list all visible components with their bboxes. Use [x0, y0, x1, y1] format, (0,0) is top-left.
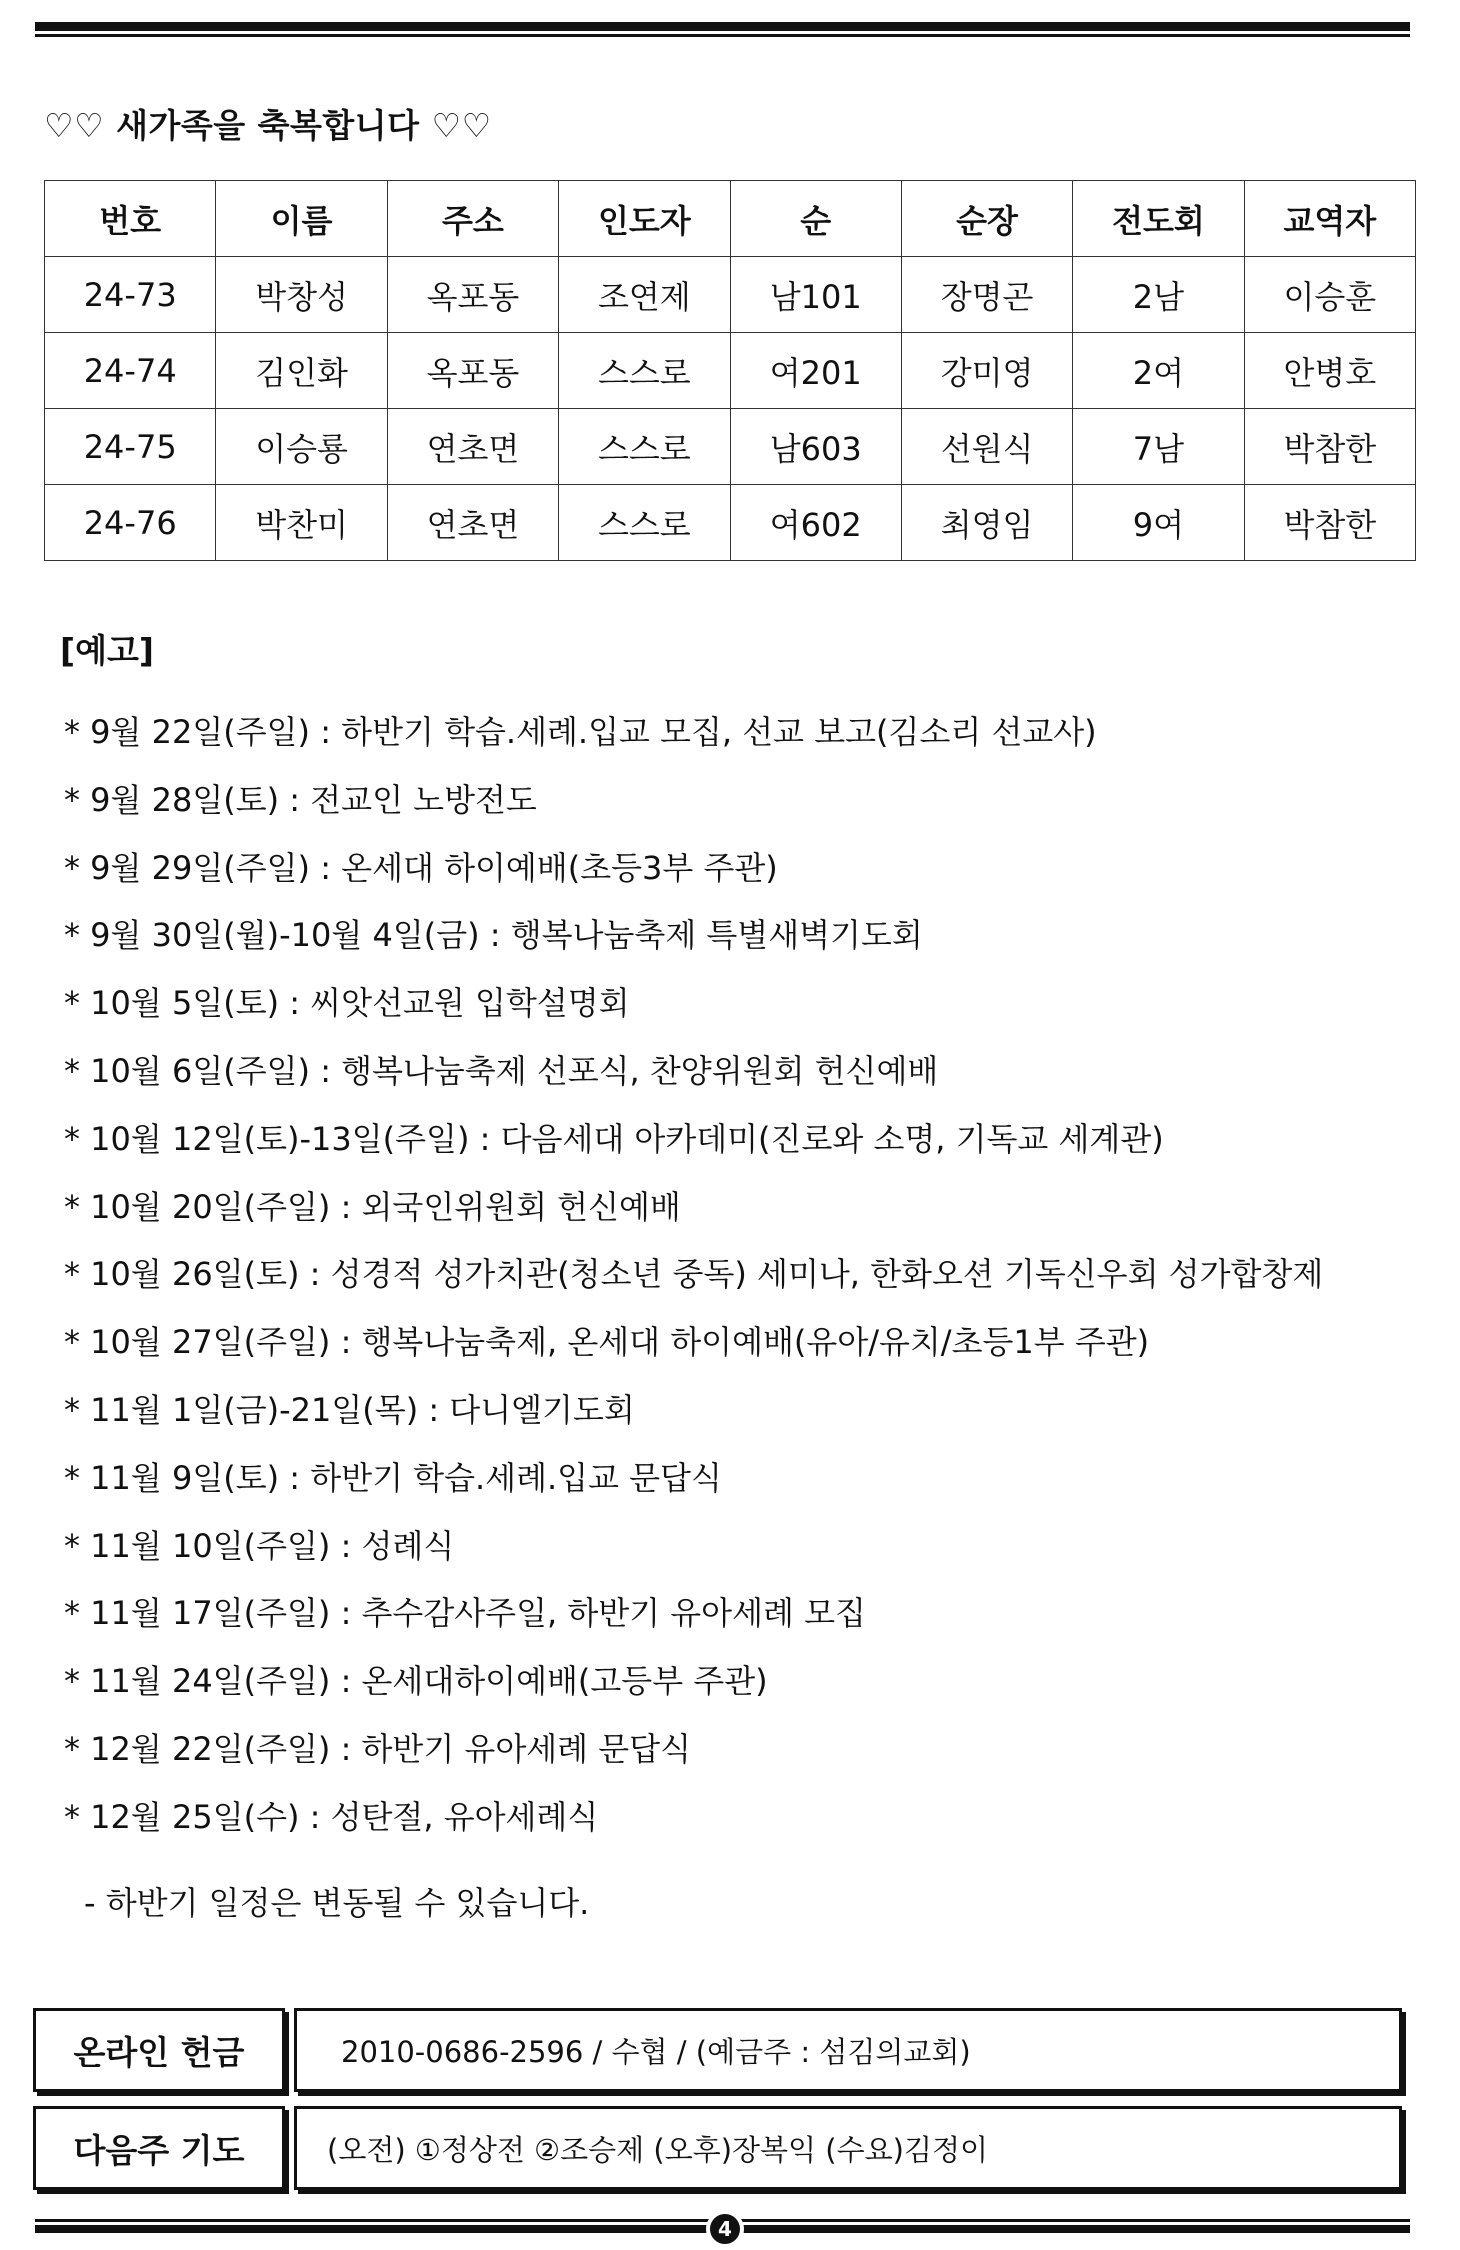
table-cell: 24-76: [45, 485, 216, 561]
table-cell: 박창성: [216, 257, 387, 333]
online-offering-account: 2010-0686-2596 / 수협 / (예금주 : 섬김의교회): [294, 2008, 1402, 2092]
header-group-leader: 순장: [901, 181, 1072, 257]
table-cell: 2여: [1073, 333, 1244, 409]
table-cell: 24-73: [45, 257, 216, 333]
list-item: * 11월 9일(토) : 하반기 학습.세례.입교 문답식: [64, 1458, 722, 1497]
table-cell: 강미영: [901, 333, 1072, 409]
table-cell: 9여: [1073, 485, 1244, 561]
list-item: * 10월 27일(주일) : 행복나눔축제, 온세대 하이예배(유아/유치/초등1부 주관): [64, 1323, 1150, 1362]
table-cell: 7남: [1073, 409, 1244, 485]
table-cell: 옥포동: [387, 257, 558, 333]
table-cell: 장명곤: [901, 257, 1072, 333]
list-item: * 11월 10일(주일) : 성례식: [64, 1526, 455, 1565]
top-rule-thin: [35, 34, 1410, 37]
table-cell: 이승룡: [216, 409, 387, 485]
table-cell: 선원식: [901, 409, 1072, 485]
list-item: * 10월 20일(주일) : 외국인위원회 헌신예배: [64, 1187, 681, 1226]
online-offering-label: 온라인 헌금: [33, 2008, 285, 2092]
list-item: * 12월 25일(수) : 성탄절, 유아세례식: [64, 1797, 599, 1836]
list-item: * 10월 5일(토) : 씨앗선교원 입학설명회: [64, 984, 630, 1023]
table-cell: 24-74: [45, 333, 216, 409]
list-item: * 12월 22일(주일) : 하반기 유아세례 문답식: [64, 1729, 691, 1768]
new-family-title: ♡♡ 새가족을 축복합니다 ♡♡: [44, 106, 492, 145]
table-cell: 남603: [730, 409, 901, 485]
top-rule-thick: [35, 22, 1410, 31]
table-cell: 김인화: [216, 333, 387, 409]
list-item: * 10월 6일(주일) : 행복나눔축제 선포식, 찬양위원회 헌신예배: [64, 1051, 939, 1090]
header-group: 순: [730, 181, 901, 257]
list-item: * 10월 12일(토)-13일(주일) : 다음세대 아카데미(진로와 소명, 기독교 세계관): [64, 1119, 1164, 1158]
table-header-row: [45, 181, 1416, 257]
notice-title: [예고]: [60, 631, 154, 670]
list-item: * 9월 30일(월)-10월 4일(금) : 행복나눔축제 특별새벽기도회: [64, 916, 923, 955]
header-name: 이름: [216, 181, 387, 257]
table-cell: 스스로: [559, 409, 730, 485]
list-item: * 11월 17일(주일) : 추수감사주일, 하반기 유아세례 모집: [64, 1594, 866, 1633]
table-cell: 박참한: [1244, 485, 1415, 561]
list-item: * 9월 29일(주일) : 온세대 하이예배(초등3부 주관): [64, 848, 778, 887]
header-address: 주소: [387, 181, 558, 257]
list-item: * 9월 22일(주일) : 하반기 학습.세례.입교 모집, 선교 보고(김소리 선교사): [64, 713, 1097, 751]
page-number: 4: [706, 2210, 744, 2248]
table-cell: 여602: [730, 485, 901, 561]
schedule-change-note: - 하반기 일정은 변동될 수 있습니다.: [84, 1884, 590, 1922]
next-week-prayer-label: 다음주 기도: [33, 2106, 285, 2190]
table-cell: 여201: [730, 333, 901, 409]
table-cell: 스스로: [559, 485, 730, 561]
table-row: [45, 409, 1416, 485]
table-cell: 옥포동: [387, 333, 558, 409]
table-cell: 이승훈: [1244, 257, 1415, 333]
table-row: [45, 333, 1416, 409]
table-cell: 최영임: [901, 485, 1072, 561]
table-row: [45, 485, 1416, 561]
list-item: * 10월 26일(토) : 성경적 성가치관(청소년 중독) 세미나, 한화오션 기독신우회 성가합창제: [64, 1255, 1324, 1294]
notice-list: [64, 703, 1323, 1856]
table-cell: 연초면: [387, 409, 558, 485]
list-item: * 9월 28일(토) : 전교인 노방전도: [64, 780, 537, 819]
table-cell: 박참한: [1244, 409, 1415, 485]
header-mission-society: 전도회: [1073, 181, 1244, 257]
next-week-prayer-names: (오전) ①정상전 ②조승제 (오후)장복익 (수요)김정이: [294, 2106, 1402, 2190]
new-family-table: [44, 180, 1416, 561]
table-cell: 연초면: [387, 485, 558, 561]
table-cell: 안병호: [1244, 333, 1415, 409]
list-item: * 11월 1일(금)-21일(목) : 다니엘기도회: [64, 1390, 635, 1429]
table-row: [45, 257, 1416, 333]
table-cell: 24-75: [45, 409, 216, 485]
header-guide: 인도자: [559, 181, 730, 257]
table-cell: 남101: [730, 257, 901, 333]
header-number: 번호: [45, 181, 216, 257]
header-minister: 교역자: [1244, 181, 1415, 257]
table-cell: 조연제: [559, 257, 730, 333]
list-item: * 11월 24일(주일) : 온세대하이예배(고등부 주관): [64, 1662, 768, 1701]
table-cell: 스스로: [559, 333, 730, 409]
table-cell: 박찬미: [216, 485, 387, 561]
table-cell: 2남: [1073, 257, 1244, 333]
